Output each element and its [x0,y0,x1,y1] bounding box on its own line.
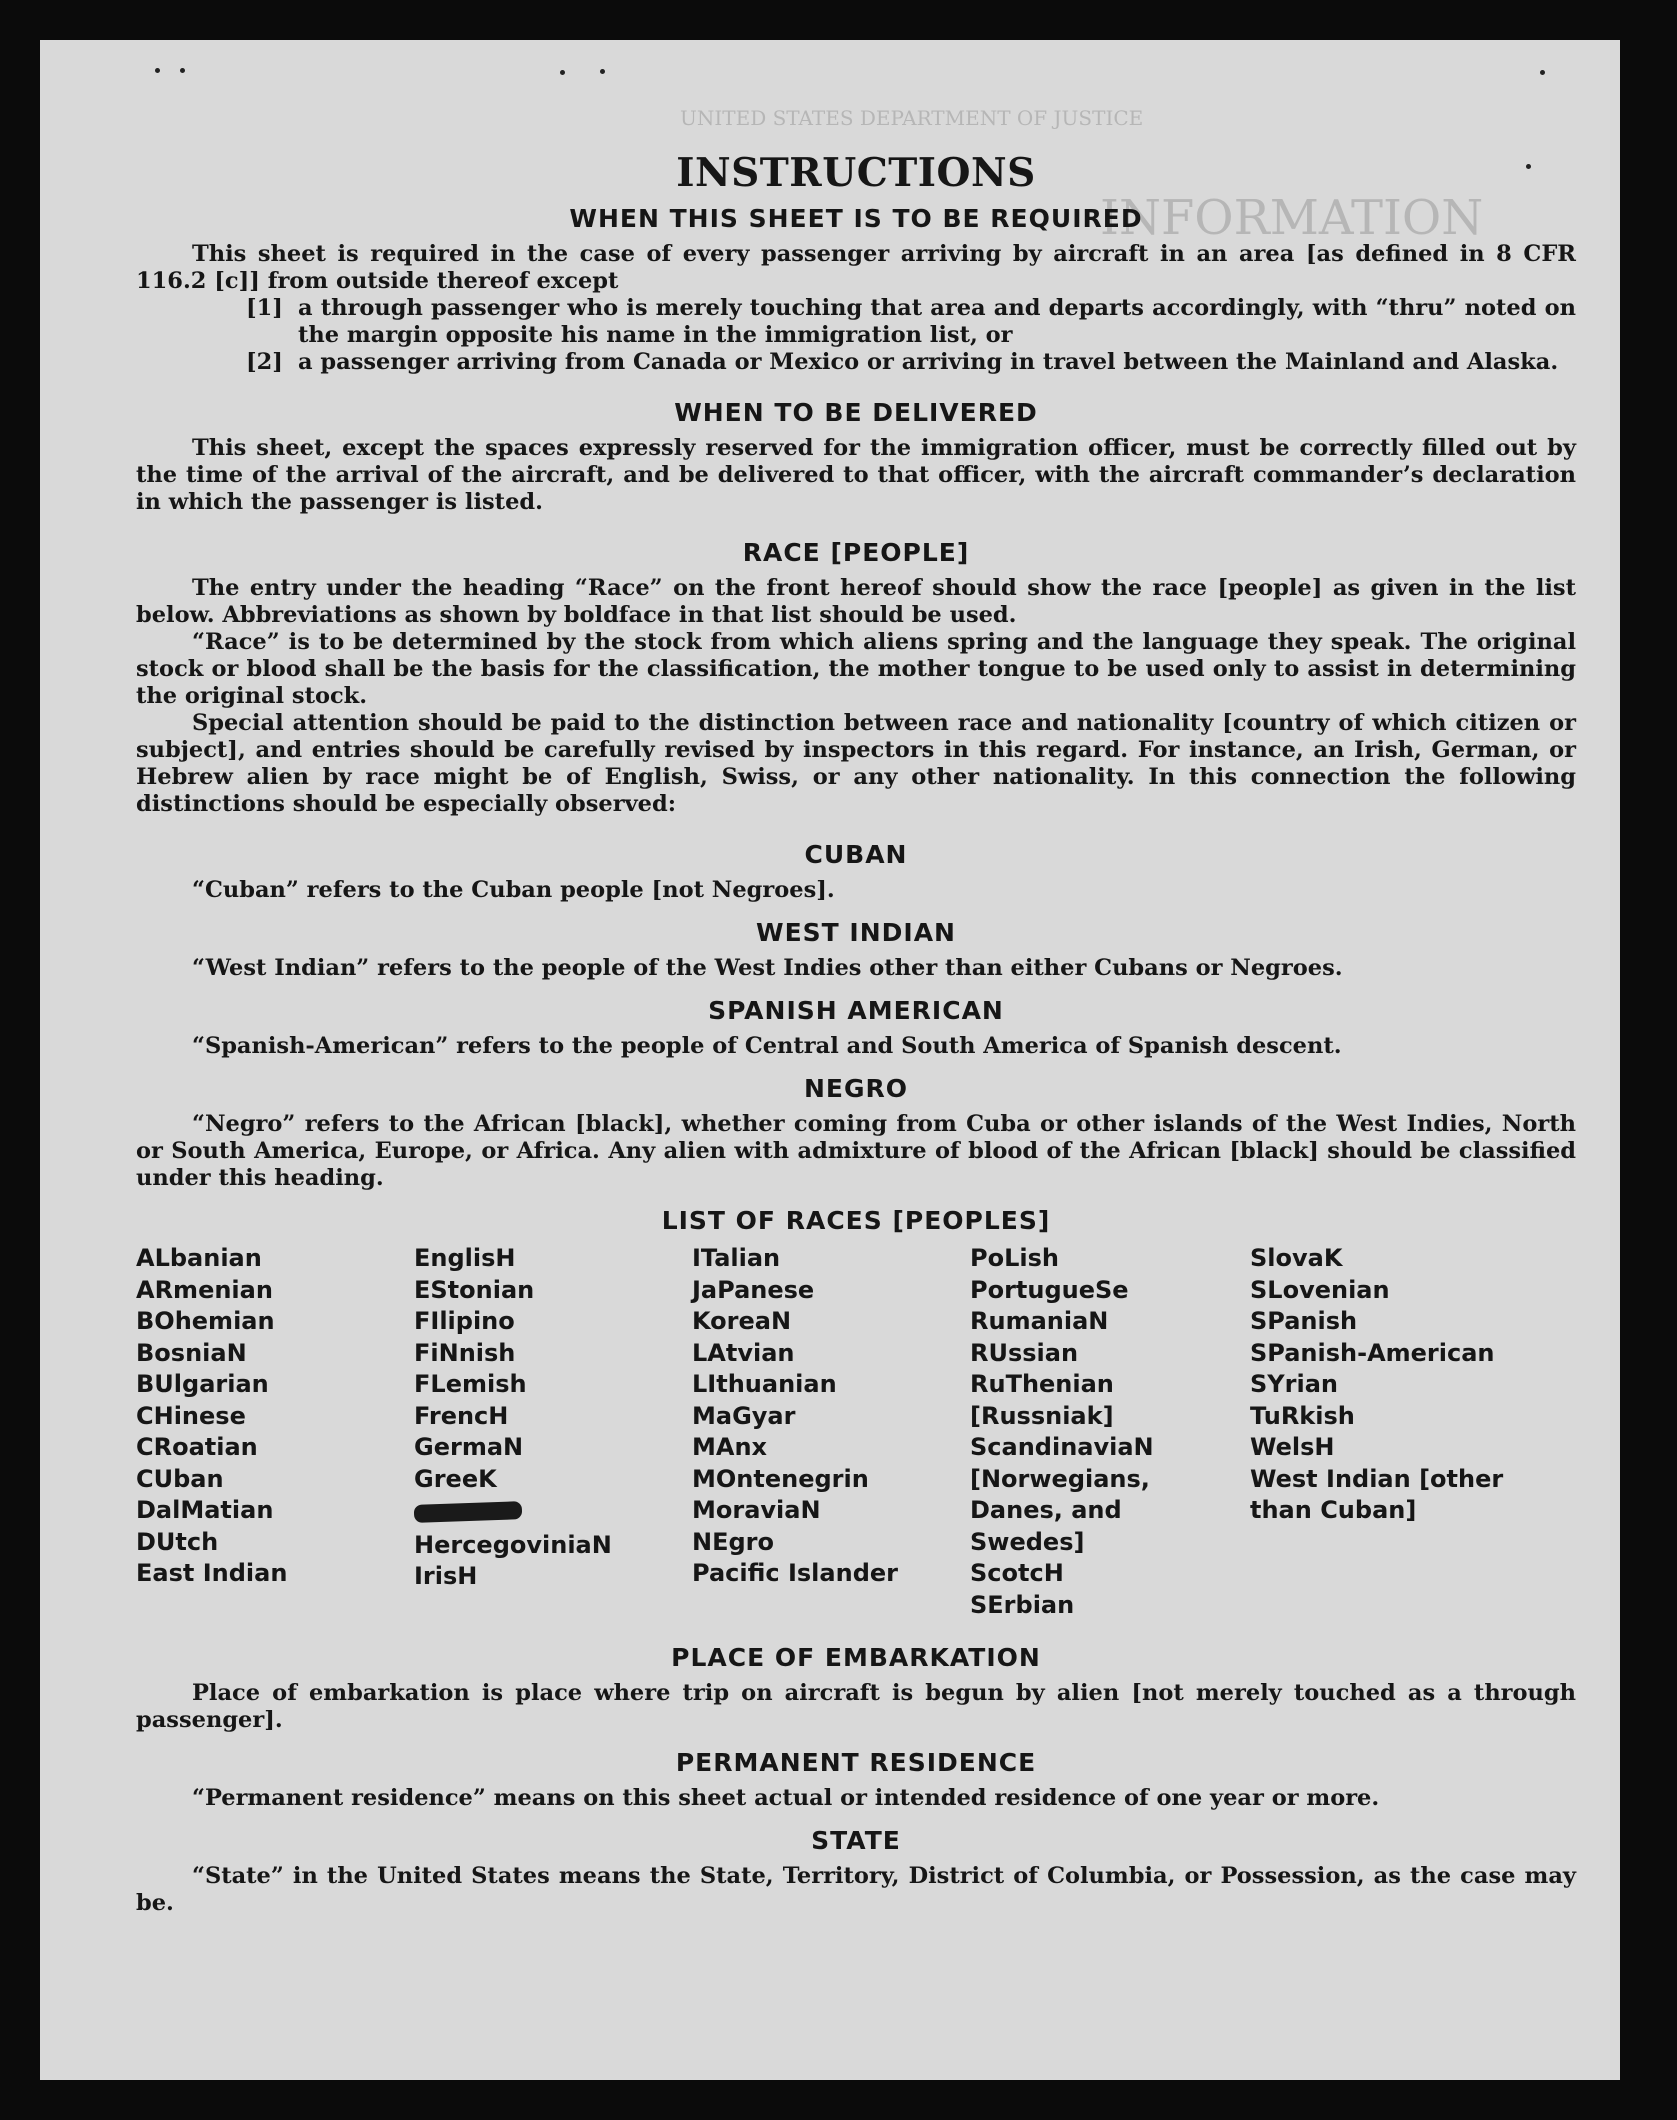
race-entry: RumaniaN [970,1307,1109,1335]
race-entry: ITalian [692,1244,781,1272]
race-entry: FLemish [414,1370,527,1398]
race-entry: HercegoviniaN [414,1530,612,1559]
section-heading: PERMANENT RESIDENCE [675,1748,1037,1777]
race-entry: CHinese [136,1401,246,1430]
list-text: a through passenger who is merely touching that area and departs accordingly, with “thru” noted on the margin opposite his name in the immigration list, or [298,295,1576,348]
race-entry: LIthuanian [692,1370,837,1398]
paragraph: “Negro” refers to the African [black], whether coming from Cuba or other islands of the West Indies, North or South America, Europe, or Africa. Any alien with admixture of blood of the African [black] should be classified under this heading. [136,1111,1576,1191]
paragraph: Place of embarkation is place where trip on aircraft is begun by alien [not merely touched as a through passenger]. [136,1680,1576,1733]
bleed-through-text: INFORMATION [1100,190,1484,246]
races-column [1250,1243,1540,1621]
race-entry: MaGyar [692,1401,796,1430]
instructions-body [136,150,1576,1917]
race-entry: ARmenian [136,1275,273,1304]
race-entry: WelsH [1250,1433,1335,1461]
section-heading: WHEN TO BE DELIVERED [674,398,1038,427]
section-heading: RACE [PEOPLE] [742,538,970,567]
race-entry: SPanish [1250,1307,1358,1335]
race-entry: BosniaN [136,1338,247,1367]
race-entry: CUban [136,1464,224,1493]
race-entry: East Indian [136,1559,288,1587]
race-entry: NEgro [692,1527,774,1556]
race-entry: PoLish [970,1244,1059,1272]
race-entry: SPanish-American [1250,1338,1495,1367]
race-entry: EnglisH [414,1244,516,1272]
speck [1540,70,1545,75]
paragraph: “Race” is to be determined by the stock from which aliens spring and the language they speak. The original stock or blood shall be the basis for the classification, the mother tongue to be used only to assist in determining the original stock. [136,629,1576,709]
race-entry: EStonian [414,1275,535,1304]
race-entry: SLovenian [1250,1275,1390,1304]
race-entry: MoraviaN [692,1496,821,1524]
section-heading: WHEN THIS SHEET IS TO BE REQUIRED [569,204,1143,233]
races-column [136,1243,414,1621]
race-entry: CRoatian [136,1433,258,1461]
race-entry: Pacific Islander [692,1559,898,1587]
race-entry: BOhemian [136,1307,275,1335]
list-item [246,295,1576,349]
race-entry: ALbanian [136,1244,262,1272]
race-entry: KoreaN [692,1307,792,1335]
race-entry: RuThenian [Russniak] [970,1370,1114,1430]
paragraph: “Cuban” refers to the Cuban people [not Negroes]. [192,877,835,903]
list-text: a passenger arriving from Canada or Mexico or arriving in travel between the Mainland and Alaska. [298,349,1559,375]
race-entry: SErbian [970,1590,1075,1619]
paragraph: “State” in the United States means the State, Territory, District of Columbia, or Possession, as the case may be. [136,1863,1576,1916]
document-page [40,40,1620,2080]
section-heading: PLACE OF EMBARKATION [671,1643,1041,1672]
list-number: [1] [246,295,283,321]
races-list [136,1243,1576,1621]
race-entry: JaPanese [692,1275,815,1304]
speck [560,70,565,75]
race-entry: LAtvian [692,1338,795,1367]
section-heading: LIST OF RACES [PEOPLES] [661,1206,1051,1235]
race-entry: ScandinaviaN [Norwegians, Danes, and Swedes] [970,1433,1154,1556]
race-entry: TuRkish [1250,1401,1355,1430]
paragraph: “West Indian” refers to the people of the West Indies other than either Cubans or Negroes. [192,955,1343,981]
section-heading: SPANISH AMERICAN [708,996,1004,1025]
list-number: [2] [246,349,283,375]
race-entry: GermaN [414,1433,524,1461]
race-entry: West Indian [other than Cuban] [1250,1464,1504,1524]
race-entry: GreeK [414,1464,497,1493]
race-entry: SlovaK [1250,1244,1343,1272]
race-entry: SYrian [1250,1370,1339,1398]
race-entry: BUlgarian [136,1370,269,1398]
paragraph: This sheet, except the spaces expressly reserved for the immigration officer, must be correctly filled out by the time of the arrival of the aircraft, and be delivered to that officer, with the aircraft commander’s declaration in which the passenger is listed. [136,435,1576,515]
race-entry: DalMatian [136,1496,274,1524]
speck [600,69,605,74]
race-entry: DUtch [136,1527,219,1556]
speck [155,68,160,73]
section-heading: WEST INDIAN [756,918,956,947]
race-entry: MAnx [692,1433,768,1461]
race-entry: PortugueSe [970,1275,1129,1304]
paragraph: “Spanish-American” refers to the people of Central and South America of Spanish descent. [192,1033,1342,1059]
bleed-through-text: UNITED STATES DEPARTMENT OF JUSTICE [680,106,1144,130]
race-entry: FIlipino [414,1307,515,1335]
race-entry-struck-through [414,1495,692,1530]
paragraph: Special attention should be paid to the distinction between race and nationality [country of which citizen or subject], and entries should be carefully revised by inspectors in this regard. For instance, an Irish, German, or Hebrew alien by race might be of English, Swiss, or any other nationality. In this connection the following distinctions should be especially observed: [136,710,1576,817]
race-entry: MOntenegrin [692,1464,869,1493]
section-heading: CUBAN [804,840,908,869]
race-entry: FrencH [414,1401,509,1430]
paragraph: The entry under the heading “Race” on the front hereof should show the race [people] as given in the list below. Abbreviations as shown by boldface in that list should be used. [136,575,1576,628]
list-item [246,349,1576,376]
races-column [692,1243,970,1621]
races-column [414,1243,692,1621]
speck [180,68,185,73]
paragraph: This sheet is required in the case of every passenger arriving by aircraft in an area [as defined in 8 CFR 116.2 [c]] from outside thereof except [136,241,1576,294]
section-heading: STATE [811,1826,901,1855]
race-entry: FiNnish [414,1338,516,1367]
paragraph: “Permanent residence” means on this sheet actual or intended residence of one year or more. [192,1785,1380,1811]
race-entry: IrisH [414,1562,478,1590]
page-title: INSTRUCTIONS [676,150,1036,196]
race-entry: ScotcH [970,1559,1064,1587]
section-heading: NEGRO [803,1074,909,1103]
race-entry: RUssian [970,1338,1079,1367]
ink-blot [414,1501,523,1523]
races-column [970,1243,1250,1621]
